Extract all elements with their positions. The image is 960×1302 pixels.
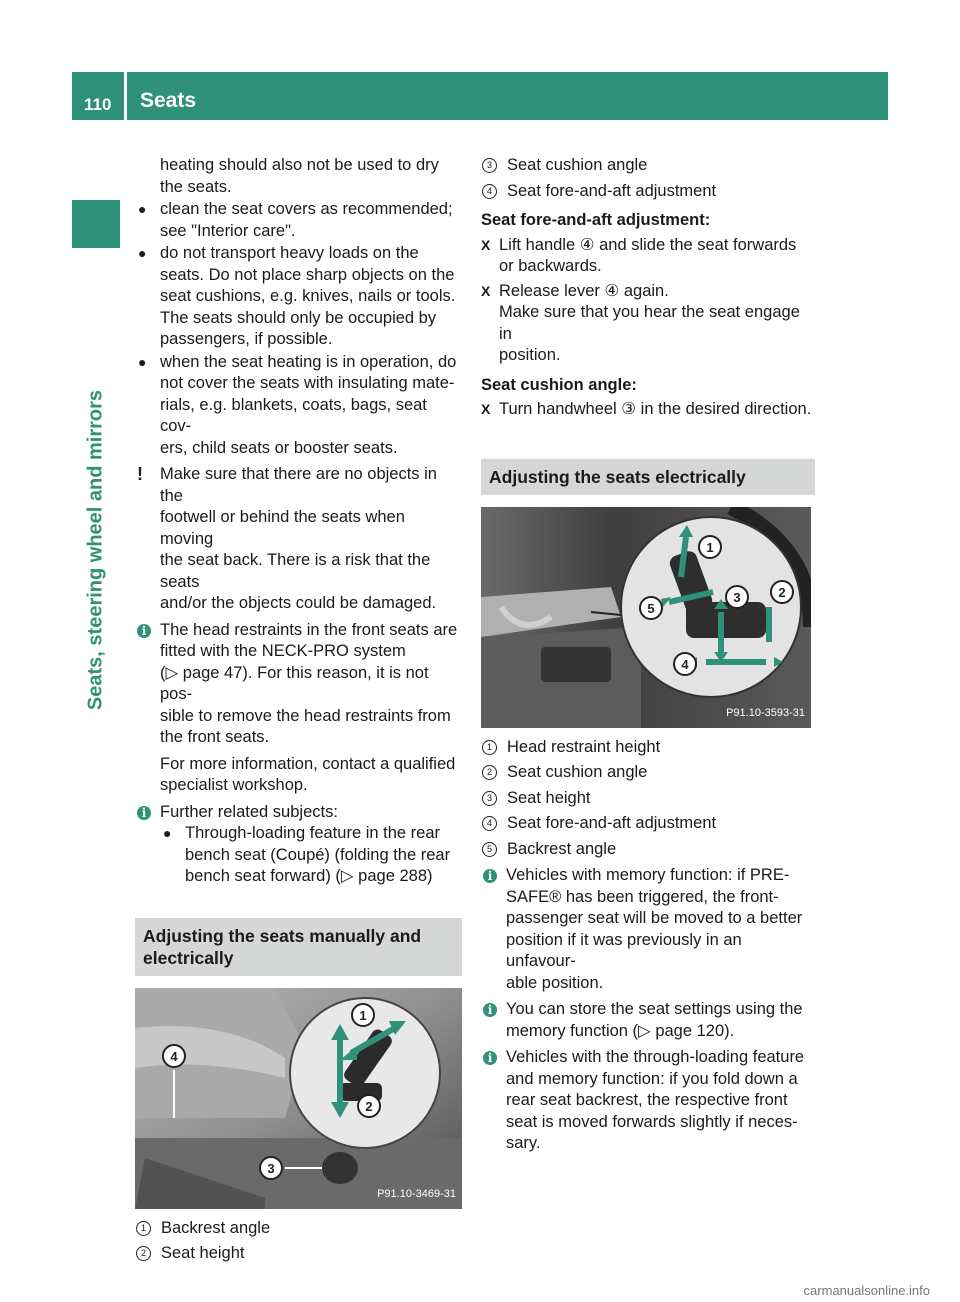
info-note: i Vehicles with the through-loading feature and memory function: if you fold down a rear seat backrest, the respective front seat is moved forwards slightly if neces- sary. [481, 1047, 815, 1155]
legend-item: 4 Seat fore-and-aft adjustment [481, 181, 815, 203]
info-note: i Further related subjects: ● Through-loading feature in the rear bench seat (Coupé) (folding the rear bench seat forward) (▷ page 288) [135, 802, 462, 888]
instruction-step: X Lift handle ④ and slide the seat forwards or backwards. [481, 235, 797, 275]
footer-watermark: carmanualsonline.info [803, 1283, 930, 1298]
seat-controls-illustration [135, 988, 462, 1209]
photo-code: P91.10-3593-31 [726, 707, 805, 719]
page-title: Seats [140, 89, 197, 112]
legend-item: 1 Backrest angle [135, 1218, 462, 1240]
list-item: ● do not transport heavy loads on the seats. Do not place sharp objects on the seat cushions, e.g. knives, nails or tools. The seats should only be occupied by passengers, if possible. [138, 244, 456, 348]
svg-text:2: 2 [778, 584, 786, 600]
info-icon: i [483, 1003, 497, 1017]
svg-text:1: 1 [359, 1007, 367, 1023]
manual-seat-photo [135, 988, 462, 1209]
list-item: ● when the seat heating is in operation, do not cover the seats with insulating mate- rials, e.g. blankets, coats, bags, seat cov- ers, child seats or booster seats. [138, 352, 457, 457]
photo-code: P91.10-3469-31 [377, 1188, 456, 1200]
legend-item: 2 Seat cushion angle [481, 762, 815, 784]
info-icon: i [137, 624, 151, 638]
list-item: ● Through-loading feature in the rear bench seat (Coupé) (folding the rear bench seat forward) (▷ page 288) [163, 824, 451, 885]
svg-text:3: 3 [267, 1160, 275, 1176]
info-note: i Vehicles with memory function: if PRE- SAFE® has been triggered, the front- passenger seat will be moved to a better position if it was previously in an unfavour- able position. [481, 865, 815, 994]
legend-item: 3 Seat height [481, 788, 815, 810]
info-note: i You can store the seat settings using the memory function (▷ page 120). [481, 999, 815, 1042]
section-heading: Adjusting the seats manually and electrically [135, 918, 462, 976]
page-number: 110 [84, 95, 112, 114]
subheading-cushion: Seat cushion angle: [481, 375, 637, 394]
electric-seat-photo [481, 507, 811, 728]
legend-item: 3 Seat cushion angle [481, 155, 815, 177]
list-item: ● clean the seat covers as recommended; see "Interior care". [138, 200, 453, 240]
chapter-tab [72, 200, 120, 248]
section-heading: Adjusting the seats electrically [481, 459, 815, 495]
info-icon: i [483, 869, 497, 883]
legend-item: 1 Head restraint height [481, 737, 815, 759]
intro-paragraph: heating should also not be used to dry the seats. [160, 156, 439, 196]
legend-item: 4 Seat fore-and-aft adjustment [481, 813, 815, 835]
door-panel-illustration [481, 507, 811, 728]
instruction-step: X Release lever ④ again. Make sure that you hear the seat engage in position. [481, 281, 800, 364]
svg-text:2: 2 [365, 1098, 373, 1114]
info-icon: i [137, 806, 151, 820]
header-divider [124, 72, 127, 120]
svg-text:5: 5 [647, 600, 655, 616]
legend-item: 2 Seat height [135, 1243, 462, 1265]
subheading-fore-aft: Seat fore-and-aft adjustment: [481, 211, 711, 229]
left-column [135, 155, 462, 1265]
svg-text:3: 3 [733, 589, 741, 605]
svg-text:1: 1 [706, 539, 714, 555]
chapter-label: Seats, steering wheel and mirrors [84, 389, 107, 711]
info-note: i The head restraints in the front seats are fitted with the NECK-PRO system (▷ page 47). For this reason, it is not pos- sible to remove the head restraints from the front seats. For more information, contact a qualified specialist workshop. [135, 620, 462, 797]
right-column [481, 155, 815, 1155]
instruction-step: X Turn handwheel ③ in the desired direction. [481, 400, 812, 418]
info-icon: i [483, 1051, 497, 1065]
svg-text:4: 4 [170, 1048, 178, 1064]
warning-icon: ! [137, 464, 143, 484]
svg-text:4: 4 [681, 656, 689, 672]
warning-note: ! Make sure that there are no objects in the footwell or behind the seats when moving the seat back. There is a risk that the seats and/or the objects could be damaged. [137, 464, 437, 612]
legend-item: 5 Backrest angle [481, 839, 815, 861]
